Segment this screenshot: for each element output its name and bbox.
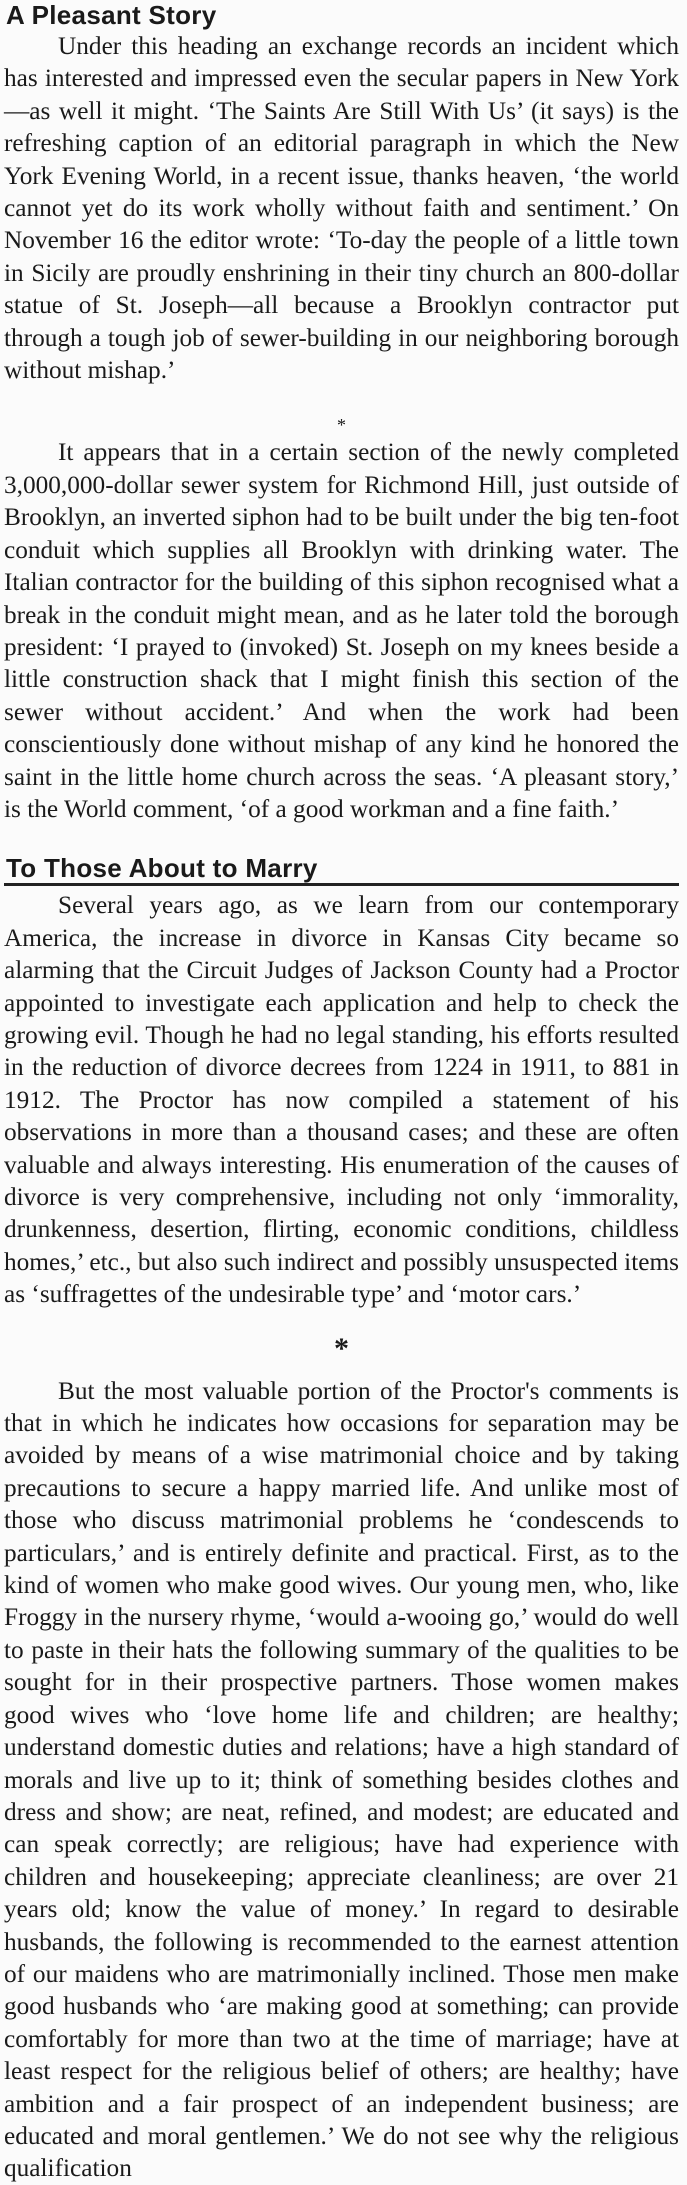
paragraph: Under this heading an exchange records an incident which has interested and impressed even the secular papers in New York—as well it might. ‘The Saints Are Still With Us’ (it says) is the refreshing caption of an editorial paragraph in which the New York Evening World, in a recent issue, thanks heaven, ‘the world cannot yet do its work wholly without faith and sentiment.’ On November 16 the editor wrote: ‘To-day the people of a little town in Sicily are proudly enshrining in their tiny church an 800-dollar statue of St. Joseph—all because a Brooklyn contractor put through a tough job of sewer-building in our neighboring borough without mishap.’ <box>4 32 679 385</box>
article-title-about-to-marry: To Those About to Marry <box>6 853 318 884</box>
paragraph: But the most valuable portion of the Proctor's comments is that in which he indicates how occasions for separation may be avoided by means of a wise matrimonial choice and by taking precautions to secure a happy married life. And unlike most of those who discuss matrimonial problems he ‘condescends to particulars,’ and is entirely definite and practical. First, as to the kind of women who make good wives. Our young men, who, like Froggy in the nursery rhyme, ‘would a-wooing go,’ would do well to paste in their hats the following summary of the qualities to be sought for in their prospective partners. Those women makes good wives who ‘love home life and children; are healthy; understand domestic duties and relations; have a high standard of morals and live up to it; think of something besides clothes and dress and show; are neat, refined, and modest; are educated and can speak correctly; are religious; have had experience with children and housekeeping; appreciate cleanliness; are over 21 years old; know the value of money.’ In regard to desirable husbands, the following is recommended to the earnest attention of our maidens who are matrimonially inclined. Those men make good husbands who ‘are making good at something; can provide comfortably for more than two at the time of marriage; have at least respect for the religious belief of others; are healthy; have ambition and a fair prospect of an independent business; are educated and moral gentlemen.’ We do not see why the religious qualification <box>4 1376 679 2183</box>
paragraph: Several years ago, as we learn from our contemporary America, the increase in divorce in Kansas City became so alarming that the Circuit Judges of Jackson County had a Proctor appointed to investigate each application and help to check the growing evil. Though he had no legal standing, his efforts resulted in the reduction of divorce decrees from 1224 in 1911, to 881 in 1912. The Proctor has now compiled a statement of his observations in more than a thousand cases; and these are often valuable and always interesting. His enumeration of the causes of divorce is very comprehensive, including not only ‘immorality, drunkenness, desertion, flirting, economic conditions, childless homes,’ etc., but also such indirect and possibly unsuspected items as ‘suffragettes of the undesirable type’ and ‘motor cars.’ <box>4 891 679 1309</box>
article-body-pleasant-story <box>4 30 679 825</box>
heading-rule <box>4 883 679 886</box>
paragraph: It appears that in a certain section of the newly completed 3,000,000-dollar sewer system for Richmond Hill, just outside of Brooklyn, an inverted siphon had to be built under the big ten-foot conduit which supplies all Brooklyn with drinking water. The Italian contractor for the building of this siphon recognised what a break in the conduit might mean, and as he later told the borough president: ‘I prayed to (invoked) St. Joseph on my knees beside a little construction shack that I might finish this section of the sewer without accident.’ And when the work had been conscientiously done without mishap of any kind he honored the saint in the little home church across the seas. ‘A pleasant story,’ is the World comment, ‘of a good workman and a fine faith.’ <box>4 438 679 823</box>
article-title-pleasant-story: A Pleasant Story <box>6 0 217 30</box>
article-body-about-to-marry <box>4 889 679 2184</box>
section-separator-asterisk: * <box>337 415 346 436</box>
section-separator-asterisk: * <box>334 1331 349 1365</box>
